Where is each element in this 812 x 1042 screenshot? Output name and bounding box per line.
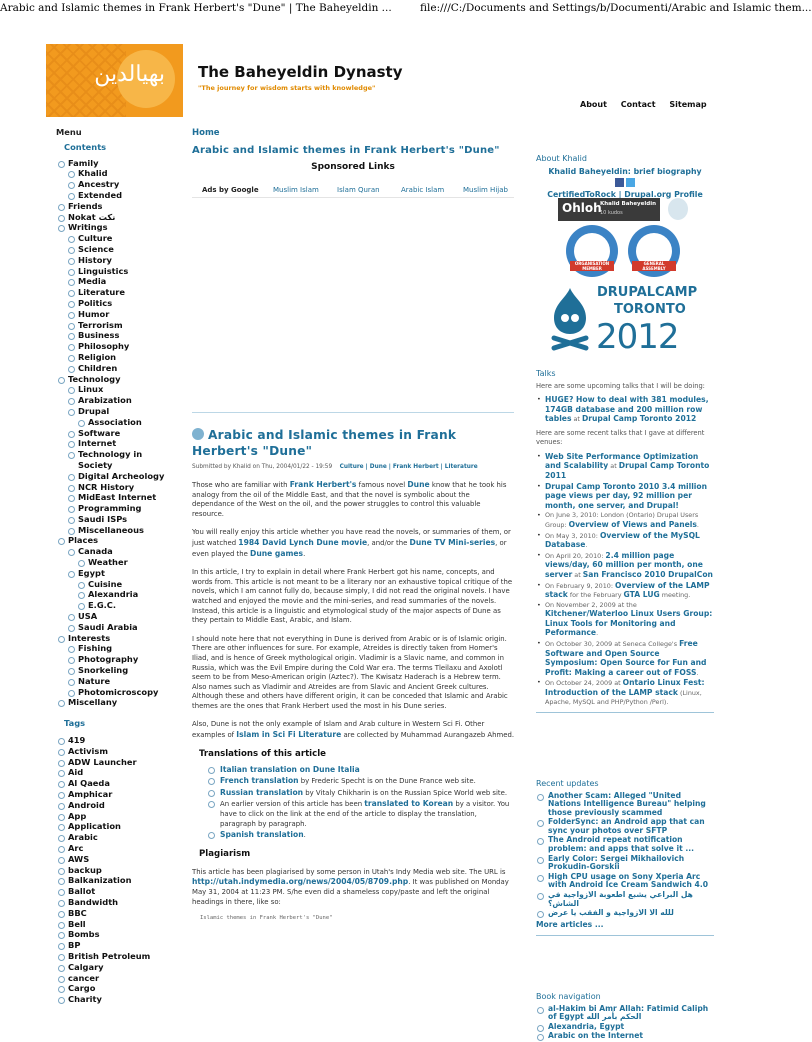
sidebar-item[interactable]: Culture [66,233,166,244]
translation-item [208,776,514,787]
nav-about[interactable]: About [580,100,607,109]
sidebar-item[interactable]: Extended [66,190,166,201]
talk-link[interactable]: 2.4 million page views/day, 60 million per month, one server [545,550,703,579]
article [192,427,514,921]
recent-talks [536,452,714,706]
talk-item [536,395,714,424]
tag-item[interactable]: Cargo [56,983,166,994]
top-nav [580,100,718,109]
talk-text: . [696,668,699,677]
paragraph: Also, Dune is not the only example of Islam and Arab culture in Western Sci Fi. Other examples of Islam in Sci Fi Literature are collected by Muhammad Aurangazeb Ahmed. [192,720,515,740]
sidebar-item[interactable]: Technology in Society [66,449,166,471]
book-navigation-list [536,1005,714,1041]
link-plagiarised-url[interactable]: http://utah.indymedia.org/news/2004/05/8709.php [192,877,409,887]
tag-item[interactable]: Calgary [56,962,166,973]
link-dune-miniseries[interactable]: Dune TV Mini-series [409,537,496,547]
print-header-title: Arabic and Islamic themes in Frank Herbert's "Dune" | The Baheyeldin ... [0,2,392,14]
sidebar-item[interactable]: Fishing [66,643,166,654]
talk-link[interactable]: Ontario Linux Fest: Introduction of the LAMP stack [545,678,705,698]
ad-link[interactable]: Arabic Islam [401,186,445,194]
update-item[interactable]: Early Color: Sergei Mikhailovich Prokudin-Gorskii [536,855,714,872]
sidebar-item[interactable]: Interests [56,633,166,644]
talk-item [536,678,714,706]
tag-item[interactable]: Application [56,821,166,832]
talk-text: meeting. [659,591,691,600]
sidebar-item[interactable]: NCR History [66,482,166,493]
translation-link[interactable]: French translation [220,776,299,786]
sidebar-item[interactable]: Linguistics [66,266,166,277]
nav-sitemap[interactable]: Sitemap [669,100,707,109]
talk-link[interactable]: Drupal Camp Toronto 2010 3.4 million page views per day, 92 million per month, one server, and Drupal! [545,481,708,510]
book-item[interactable]: al-Hakim bi Amr Allah: Fatimid Caliph of Egypt الحكم بأمر الله [536,1005,714,1022]
talk-link[interactable]: Overview of Views and Panels [568,519,697,529]
sidebar-item[interactable]: Saudi ISPs [66,514,166,525]
link-islam-in-scifi[interactable]: Islam in Sci Fi Literature [236,730,342,740]
sidebar-item[interactable]: Canada [66,546,166,557]
sidebar-item[interactable]: Photography [66,654,166,665]
social-icons [536,178,714,190]
sidebar-item[interactable]: Drupal [66,406,166,417]
talk-item [536,482,714,511]
about-heading: About Khalid [536,154,587,163]
tag-item[interactable]: Ballot [56,886,166,897]
badge-label: ORGANISATION MEMBER [570,261,614,271]
sidebar-item[interactable]: Science [66,244,166,255]
recent-updates-heading: Recent updates [536,779,599,788]
sidebar-item[interactable]: Places [56,535,166,546]
sidebar-item[interactable]: Saudi Arabia [66,622,166,633]
talk-text: for the February [567,591,624,600]
talk-item [536,551,714,580]
drupal-association-member-badge[interactable] [566,225,618,277]
tag-item[interactable]: Charity [56,994,166,1005]
logo-calligraphy: بهيالدين [94,62,165,87]
sidebar-item[interactable]: Business [66,330,166,341]
tag-item[interactable]: cancer [56,973,166,984]
sidebar-item[interactable]: USA [66,611,166,622]
ad-link[interactable]: Muslim Islam [273,186,319,194]
paragraph: In this article, I try to explain in detail where Frank Herbert got his name, concepts, and words from. This article is not meant to be a literary nor an exhaustive topical critique of the novels, which I am cannot fully do, because simply, I did not read the original novels. I have watched and enjoyed the movie and the mini-series, and read summaries of the novels. Instead, this article is a linguistic and etymological study of the major aspects of Dune as they pertain to Middle East, Arabic, and Islam. [192,568,513,625]
drupalcamp-mascot-icon [550,286,590,350]
update-item[interactable]: هل البراعي يشبع اطعوبة الازواجية في الشاش؟ [536,891,714,908]
breadcrumb[interactable]: Home [192,128,220,138]
talk-link[interactable]: San Francisco 2010 DrupalCon [582,569,713,579]
tag-item[interactable]: Arabic [56,832,166,843]
sidebar-item[interactable]: Software [66,428,166,439]
sidebar-item[interactable]: Literature [66,287,166,298]
ad-link[interactable]: Muslim Hijab [463,186,508,194]
translation-text: by a visitor. You have to click on the link at the end of the article to display the translation, paragraph by paragraph. [220,800,510,828]
talks-block [536,369,714,713]
talk-item [536,601,714,638]
sidebar-item[interactable]: Programming [66,503,166,514]
sponsored-links-heading: Sponsored Links [311,162,395,172]
sidebar-item[interactable]: Ancestry [66,179,166,190]
talk-text: . [596,629,599,638]
tag-item[interactable]: BBC [56,908,166,919]
sidebar-item[interactable]: Politics [66,298,166,309]
talk-item [536,639,714,677]
talk-text: at [572,570,583,579]
submission-meta [192,463,514,471]
book-navigation-heading: Book navigation [536,992,601,1001]
translation-link[interactable]: Italian translation on Dune Italia [220,764,360,774]
more-articles-link[interactable]: More articles ... [536,919,604,929]
talk-item [536,531,714,550]
paragraph: You will really enjoy this article whether you have read the novels, or summaries of them, or just watched 1984 David Lynch Dune movie, and/or the Dune TV Mini-series, or even played the Dune games. [192,528,511,558]
tags-list [56,735,166,1005]
talk-text: On October 30, 2009 at Seneca College's [545,640,680,649]
update-item[interactable]: FolderSync: an Android app that can sync your photos over SFTP [536,818,714,835]
print-header-url: file:///C:/Documents and Settings/b/Documenti/Arabic and Islamic them... [420,2,812,14]
sidebar-item[interactable]: Children [66,363,166,374]
translations-list [208,765,514,841]
talk-item [536,452,714,481]
sidebar-item[interactable]: Friends [56,201,166,212]
sidebar-item[interactable]: Technology [56,374,166,385]
article-title[interactable] [192,427,514,459]
taxonomy-terms[interactable]: Culture | Dune | Frank Herbert | Literature [339,464,478,470]
ad-link[interactable]: Islam Quran [337,186,380,194]
talk-link[interactable]: HUGE? How to deal with 381 modules, 174GB database and 200 million row tables [545,395,709,424]
page-title: Arabic and Islamic themes in Frank Herbert's "Dune" [192,145,500,156]
link-frank-herbert[interactable]: Frank Herbert's [289,480,357,489]
tag-item[interactable]: Bombs [56,929,166,940]
talk-text: . [696,520,699,529]
update-item[interactable]: High CPU usage on Sony Xperia Arc with Android Ice Cream Sandwich 4.0 [536,873,714,890]
talk-link[interactable]: Drupal Camp Toronto 2011 [545,461,710,480]
talk-link[interactable]: Kitchener/Waterloo Linux Users Group: Linux Tools for Monitoring and Peformance [545,609,713,638]
tag-item[interactable]: Bandwidth [56,897,166,908]
tag-item[interactable]: AWS [56,854,166,865]
drupalcamp-city[interactable]: TORONTO [614,302,686,317]
sidebar-item[interactable]: MidEast Internet [66,492,166,503]
nav-contact[interactable]: Contact [620,100,656,109]
talk-text: On February 9, 2010: [545,581,616,590]
left-sidebar [56,127,166,1005]
book-navigation-block [536,992,714,1042]
update-item[interactable]: Another Scam: Alleged "United Nations Intelligence Bureau" helping those previously scammed [536,792,714,818]
sidebar-item[interactable]: Nature [66,676,166,687]
link-dune-movie[interactable]: 1984 David Lynch Dune movie [238,537,368,547]
sidebar-item[interactable]: Religion [66,352,166,363]
talk-text: On November 2, 2009 at the [545,600,637,609]
sidebar-item[interactable]: Terrorism [66,320,166,331]
translations-heading: Translations of this article [199,748,326,759]
plagiarism-heading: Plagiarism [199,848,251,859]
divider [536,712,714,713]
translation-link[interactable]: translated to Korean [364,799,454,809]
about-block [536,154,714,200]
tag-item[interactable]: Activism [56,746,166,757]
sidebar-item[interactable]: Internet [66,438,166,449]
book-item[interactable]: Alexandria, Egypt [536,1023,714,1032]
translation-text: by Frederic Specht is on the Dune France web site. [298,777,476,786]
ohloh-name: Khalid Baheyeldin [600,201,656,207]
sidebar-item[interactable]: Family [56,158,166,169]
upcoming-talks [536,395,714,424]
site-slogan: "The journey for wisdom starts with knowledge" [198,84,376,92]
recent-updates-list [536,792,714,918]
talk-link[interactable]: Overview of the MySQL Database [545,530,700,550]
site-logo[interactable] [46,44,183,117]
bio-link[interactable]: Khalid Baheyeldin: brief biography [548,166,702,176]
talks-intro: Here are some upcoming talks that I will be doing: [536,381,705,390]
tag-item[interactable]: Aid [56,767,166,778]
menu-heading: Menu [56,127,82,137]
sidebar-item[interactable]: E.G.C. [76,600,166,611]
sidebar-item[interactable]: Photomicroscopy [66,687,166,698]
facebook-icon[interactable] [615,178,624,187]
talk-text: On May 3, 2010: [545,531,600,540]
sidebar-item[interactable]: Linux [66,384,166,395]
recent-talks-intro: Here are some recent talks that I gave at different venues: [536,428,705,447]
book-item[interactable]: Arabic on the Internet [536,1032,714,1041]
tag-item[interactable]: BP [56,940,166,951]
talk-text: On June 3, 2010: London (Ontario) Drupal Users Group: [545,511,699,529]
talk-item [536,581,714,600]
article-title-text[interactable]: Arabic and Islamic themes in Frank Herbert's "Dune" [192,428,457,458]
contents-menu [56,158,166,709]
tag-item[interactable]: App [56,811,166,822]
link-dune[interactable]: Dune [407,480,430,489]
tag-item[interactable]: Amphicar [56,789,166,800]
translation-item [208,765,514,776]
site-title[interactable]: The Baheyeldin Dynasty [198,63,403,81]
divider [192,412,514,413]
drupal-icon [668,198,688,220]
talks-heading: Talks [536,369,556,378]
talk-link[interactable]: Drupal Camp Toronto 2012 [581,414,697,424]
badge-label: GENERAL ASSEMBLY [632,261,676,271]
translation-text: by Vitaly Chikharin is on the Russian Spice World web site. [303,788,508,797]
sidebar-item[interactable]: Alexandria [76,589,166,600]
talk-text: (Linux, Apache, MySQL and PHP/Python /Perl). [545,689,702,706]
tag-item[interactable]: 419 [56,735,166,746]
profile-links[interactable]: CertifiedToRock | Drupal.org Profile [547,189,703,199]
twitter-icon[interactable] [626,178,635,187]
link-dune-games[interactable]: Dune games [250,548,304,558]
sidebar-item[interactable]: Association [76,417,166,428]
sidebar-item[interactable]: Cuisine [76,579,166,590]
update-item[interactable]: للله الا الازواجية و الفقب يا عرض [536,909,714,918]
update-item[interactable]: The Android repeat notification problem: and apps that solve it ... [536,836,714,853]
sidebar-item[interactable]: Egypt [66,568,166,579]
translation-item [208,788,514,799]
talk-text: . [585,541,588,550]
talk-text: at [608,462,619,471]
sidebar-item[interactable]: History [66,255,166,266]
sidebar-item[interactable]: Media [66,276,166,287]
ohloh-kudos: 10 kudos [600,210,623,216]
tag-item[interactable]: backup [56,865,166,876]
globe-icon [192,428,204,440]
sidebar-item[interactable]: Snorkeling [66,665,166,676]
sidebar-item[interactable]: Khalid [66,168,166,179]
translation-text: An earlier version of this article has been [220,800,365,809]
sidebar-item[interactable]: Writings [56,222,166,233]
print-header [0,0,812,18]
ad-links-bar [192,184,514,198]
talk-text: at [571,415,582,424]
sidebar-item[interactable]: Philosophy [66,341,166,352]
sidebar-item[interactable]: Miscellaneous [66,525,166,536]
sidebar-item[interactable]: Nokat نكت [56,212,166,223]
tag-item[interactable]: Android [56,800,166,811]
quoted-heading: Islamic themes in Frank Herbert's "Dune" [200,915,333,922]
sidebar-item[interactable]: Digital Archeology [66,471,166,482]
talk-link[interactable]: GTA LUG [623,590,660,600]
drupal-association-assembly-badge[interactable] [628,225,680,277]
tag-item[interactable]: Balkanization [56,875,166,886]
ads-by-google[interactable]: Ads by Google [202,186,259,194]
ohloh-badge[interactable] [558,198,660,221]
tag-item[interactable]: British Petroleum [56,951,166,962]
divider [536,935,714,936]
translation-item [208,830,514,841]
drupalcamp-title[interactable]: DRUPALCAMP [597,285,698,300]
sidebar-item[interactable]: Humor [66,309,166,320]
paragraph: This article has been plagiarised by some person in Utah's Indy Media web site. The URL is http://utah.indymedia.org/news/2004/05/8709.php. It was published on Monday May 31, 2004 at 11:23 PM. S/he even did a shameless copy/paste and left the original headings in there, like so: [192,867,509,906]
talk-text: On April 20, 2010: [545,551,606,560]
talk-link[interactable]: Free Software and Open Source Symposium: Open Source for Fun and Profit: Making a career out of FOSS [545,639,707,677]
tag-item[interactable]: Arc [56,843,166,854]
contents-heading: Contents [64,141,107,152]
sidebar-item[interactable]: Arabization [66,395,166,406]
talk-link[interactable]: Web Site Performance Optimization and Scalability [545,451,699,471]
tag-item[interactable]: ADW Launcher [56,757,166,768]
translation-link[interactable]: Spanish translation [220,830,304,840]
sidebar-item[interactable]: Miscellany [56,697,166,708]
main-content [192,128,514,198]
ohloh-logo: Ohloh [562,201,602,215]
sidebar-item[interactable]: Weather [76,557,166,568]
talk-text: On October 24, 2009 at [545,679,623,688]
tag-item[interactable]: Bell [56,919,166,930]
translation-link[interactable]: Russian translation [220,787,304,797]
talk-link[interactable]: Overview of the LAMP stack [545,580,710,600]
submitted-by: Submitted by Khalid on Thu, 2004/01/22 - 19:59 [192,464,333,470]
drupalcamp-year[interactable]: 2012 [596,317,679,357]
tags-heading: Tags [64,718,86,729]
paragraph: Those who are familiar with Frank Herbert's famous novel Dune know that he took his analogy from the oil of the Middle East, and that the novel is symbolic about the dependance of the West on the oil, and the power struggles to control this valuable resource. [192,480,507,518]
paragraph: I should note here that not everything in Dune is derived from Arabic or is of Islamic origin. There are other influences for sure. For example, Atreides is directly taken from Homer's Iliad, and is hence of Greek mythological origin. Vladimir is a Slavic name, and common in Russia, which was the Evil Empire during the Cold War era. The terms Tleilaxu and Axolotl seem to be from Meso-American origin (Aztec?). The Kwisatz Haderach is a Hebrew term. Also names such as Vladimir and Atreides are from Slavic and Ancient Greek cultures. Although these and others have different origin, it can be conceded that Islamic and Arabic themes are the ones that Frank Herbert used the most in his Dune series. [192,634,508,710]
tag-item[interactable]: Al Qaeda [56,778,166,789]
translation-text: . [303,831,306,840]
translation-item [208,799,514,829]
recent-updates-block [536,779,714,936]
talk-item [536,511,714,529]
